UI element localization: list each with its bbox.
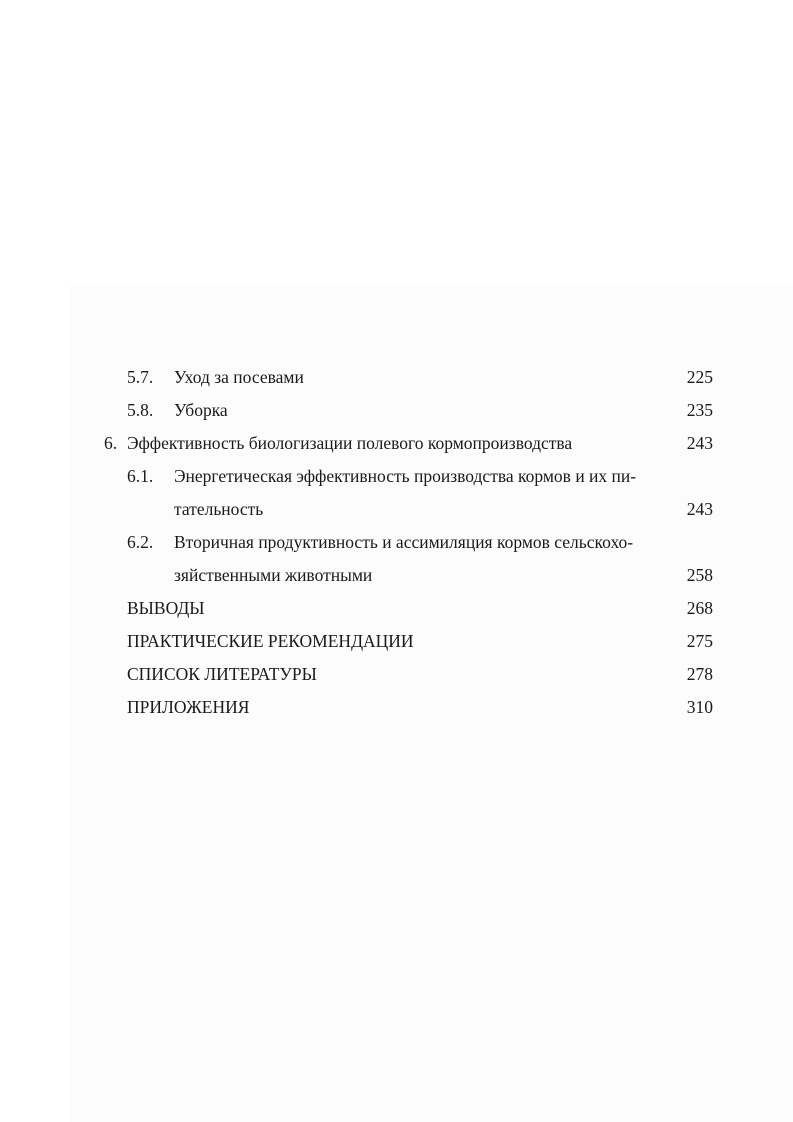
toc-entry-title: Эффективность биологизации полевого кормопроизводства xyxy=(127,433,573,453)
toc-entry-title: СПИСОК ЛИТЕРАТУРЫ xyxy=(127,664,317,684)
toc-entry-page: 225 xyxy=(686,367,713,387)
toc-entry-page: 258 xyxy=(686,565,713,585)
toc-entry-number: 6.1. xyxy=(127,466,154,486)
toc-entry-title-line1: Энергетическая эффективность производства кормов и их пи- xyxy=(174,466,637,486)
toc-entry-title: Уход за посевами xyxy=(174,367,304,387)
toc-entry-number: 6. xyxy=(104,433,118,453)
toc-entry-page: 243 xyxy=(686,499,713,519)
toc-entry-page: 243 xyxy=(686,433,713,453)
toc-entry-title: Уборка xyxy=(174,400,228,420)
toc-entry-number: 5.7. xyxy=(127,367,154,387)
toc-entry-title-line2: тательность xyxy=(174,499,264,519)
toc-entry-title: ВЫВОДЫ xyxy=(127,598,205,618)
toc-entry-page: 310 xyxy=(686,697,713,717)
toc-entry-title-line2: зяйственными животными xyxy=(174,565,373,585)
toc-entry-number: 5.8. xyxy=(127,400,154,420)
toc-entry-title-line1: Вторичная продуктивность и ассимиляция кормов сельскохо- xyxy=(174,532,634,552)
toc-entry-page: 268 xyxy=(686,598,713,618)
toc-entry-number: 6.2. xyxy=(127,532,154,552)
toc-entry-page: 278 xyxy=(686,664,713,684)
toc-entry-title: ПРАКТИЧЕСКИЕ РЕКОМЕНДАЦИИ xyxy=(127,631,414,651)
toc-entry-page: 235 xyxy=(686,400,713,420)
toc-entry-page: 275 xyxy=(686,631,713,651)
toc-entry-title: ПРИЛОЖЕНИЯ xyxy=(127,697,250,717)
